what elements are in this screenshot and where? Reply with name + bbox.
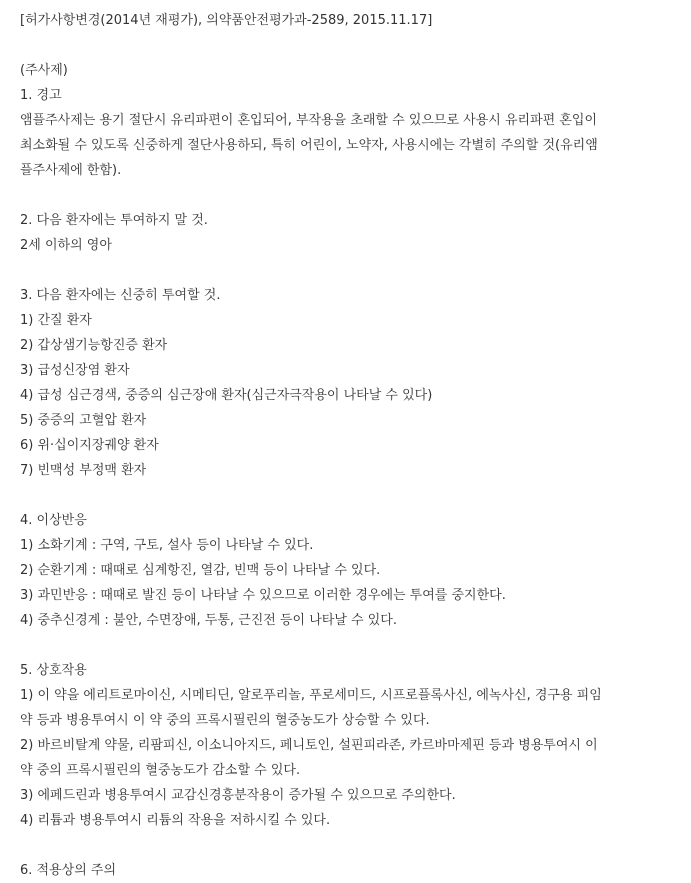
spacer bbox=[20, 633, 681, 658]
adverse-item: 2) 순환기계 : 때때로 심계항진, 열감, 빈맥 등이 나타날 수 있다. bbox=[20, 563, 381, 578]
adverse-item: 3) 과민반응 : 때때로 발진 등이 나타날 수 있으므로 이러한 경우에는 투여를 중지한다. bbox=[20, 588, 506, 603]
warning-text-line: 앰플주사제는 용기 절단시 유리파편이 혼입되어, 부작용을 초래할 수 있으므로 사용시 유리파편 혼입이 bbox=[20, 113, 598, 128]
caution-item: 6) 위·십이지장궤양 환자 bbox=[20, 438, 159, 453]
warning-text-line: 플주사제에 한함). bbox=[20, 163, 122, 178]
section-title-adverse: 4. 이상반응 bbox=[20, 513, 87, 528]
spacer bbox=[20, 483, 681, 508]
spacer bbox=[20, 183, 681, 208]
interaction-text-line: 4) 리튬과 병용투여시 리튬의 작용을 저하시킬 수 있다. bbox=[20, 813, 331, 828]
category-label: (주사제) bbox=[20, 63, 68, 78]
contraindication-item: 2세 이하의 영아 bbox=[20, 238, 112, 253]
interaction-text-line: 1) 이 약을 에리트로마이신, 시메티딘, 알로푸리놀, 푸로세미드, 시프로플록사신, 에녹사신, 경구용 피임 bbox=[20, 688, 602, 703]
interaction-text-line: 2) 바르비탈계 약물, 리팜피신, 이소니아지드, 페니토인, 설핀피라존, 카르바마제핀 등과 병용투여시 이 bbox=[20, 738, 598, 753]
section-title-application: 6. 적용상의 주의 bbox=[20, 863, 117, 878]
interaction-text-line: 약 중의 프록시필린의 혈중농도가 감소할 수 있다. bbox=[20, 763, 301, 778]
warning-text-line: 최소화될 수 있도록 신중하게 절단사용하되, 특히 어린이, 노약자, 사용시에는 각별히 주의할 것(유리앰 bbox=[20, 138, 598, 153]
interaction-text-line: 3) 에페드린과 병용투여시 교감신경흥분작용이 증가될 수 있으므로 주의한다. bbox=[20, 788, 456, 803]
revision-header: [허가사항변경(2014년 재평가), 의약품안전평가과-2589, 2015.11.17] bbox=[20, 13, 433, 28]
caution-item: 1) 간질 환자 bbox=[20, 313, 92, 328]
caution-item: 4) 급성 심근경색, 중증의 심근장애 환자(심근자극작용이 나타날 수 있다) bbox=[20, 388, 433, 403]
adverse-item: 4) 중추신경계 : 불안, 수면장애, 두통, 근진전 등이 나타날 수 있다. bbox=[20, 613, 397, 628]
caution-item: 3) 급성신장염 환자 bbox=[20, 363, 130, 378]
interaction-text-line: 약 등과 병용투여시 이 약 중의 프록시필린의 혈중농도가 상승할 수 있다. bbox=[20, 713, 430, 728]
caution-item: 7) 빈맥성 부정맥 환자 bbox=[20, 463, 147, 478]
spacer bbox=[20, 833, 681, 858]
section-title-contraindication: 2. 다음 환자에는 투여하지 말 것. bbox=[20, 213, 208, 228]
caution-item: 2) 갑상샘기능항진증 환자 bbox=[20, 338, 168, 353]
section-title-interaction: 5. 상호작용 bbox=[20, 663, 87, 678]
spacer bbox=[20, 258, 681, 283]
adverse-item: 1) 소화기계 : 구역, 구토, 설사 등이 나타날 수 있다. bbox=[20, 538, 314, 553]
section-title-caution: 3. 다음 환자에는 신중히 투여할 것. bbox=[20, 288, 221, 303]
spacer bbox=[20, 33, 681, 58]
caution-item: 5) 중증의 고혈압 환자 bbox=[20, 413, 147, 428]
section-title-warning: 1. 경고 bbox=[20, 88, 62, 103]
